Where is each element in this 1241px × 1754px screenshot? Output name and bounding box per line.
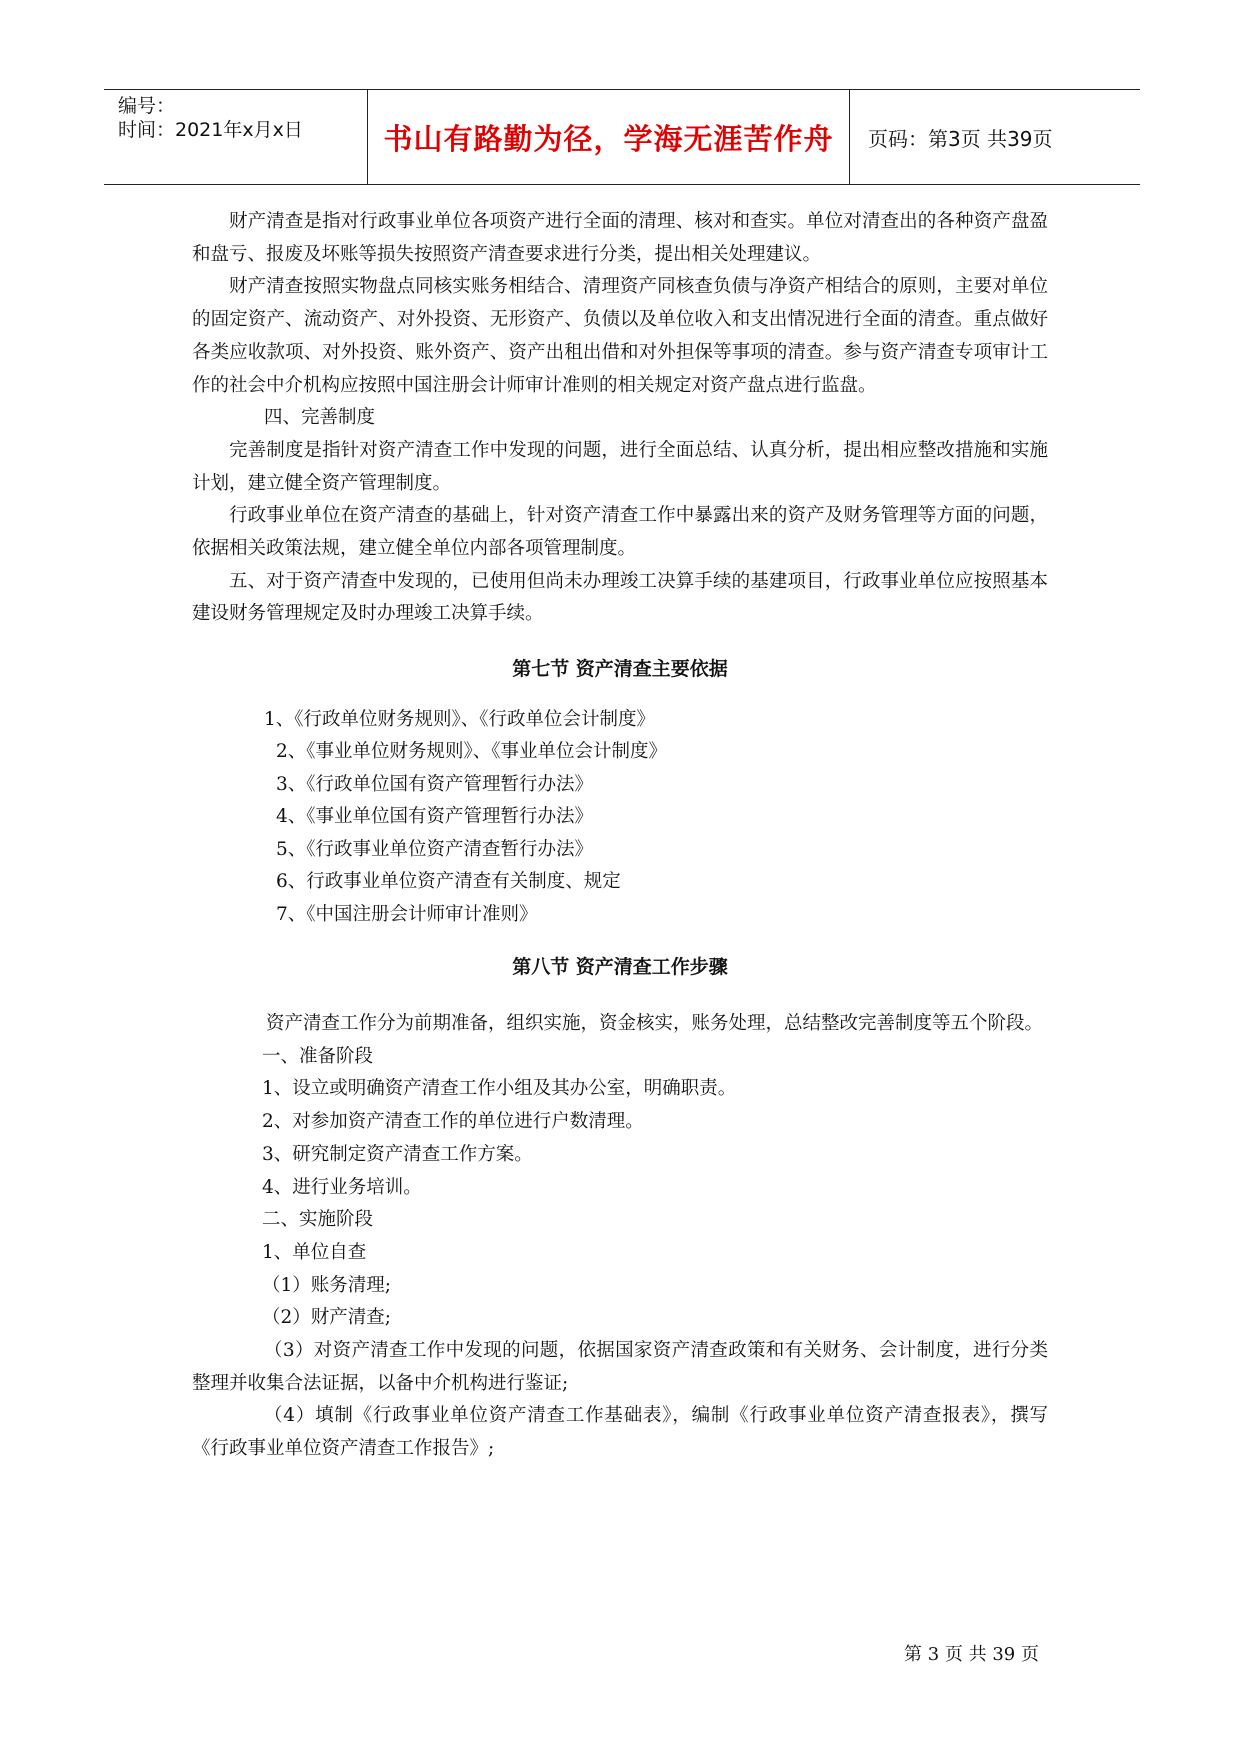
paragraph: 五、对于资产清查中发现的，已使用但尚未办理竣工决算手续的基建项目，行政事业单位应按照基本建设财务管理规定及时办理竣工决算手续。 [192, 570, 1048, 625]
page-info-cell [850, 90, 1140, 184]
list-item: 3、《行政单位国有资产管理暂行办法》 [276, 773, 594, 795]
paragraph: 行政事业单位在资产清查的基础上，针对资产清查工作中暴露出来的资产及财务管理等方面的问题，依据相关政策法规，建立健全单位内部各项管理制度。 [192, 505, 1048, 560]
header-motto: 书山有路勤为径，学海无涯苦作舟 [383, 121, 834, 156]
number-label: 编号： [118, 95, 176, 117]
list-item: 4、《事业单位国有资产管理暂行办法》 [276, 806, 594, 828]
section-title: 第七节 资产清查主要依据 [512, 658, 728, 681]
list-item: 2、《事业单位财务规则》、《事业单位会计制度》 [276, 741, 668, 763]
subheading: 四、完善制度 [264, 407, 376, 429]
step-line: 4、进行业务培训。 [262, 1176, 422, 1198]
list-item: 5、《行政事业单位资产清查暂行办法》 [276, 838, 594, 860]
document-header [104, 89, 1140, 185]
step-line: 2、对参加资产清查工作的单位进行户数清理。 [262, 1111, 644, 1133]
paragraph: 完善制度是指针对资产清查工作中发现的问题，进行全面总结、认真分析，提出相应整改措施和实施计划，建立健全资产管理制度。 [192, 439, 1048, 494]
header-page-info: 页码：第3页 共39页 [868, 126, 1053, 151]
header-meta-cell [104, 90, 366, 184]
paragraph: （3）对资产清查工作中发现的问题，依据国家资产清查政策和有关财务、会计制度，进行分类整理并收集合法证据，以备中介机构进行鉴证; [192, 1340, 1048, 1394]
step-line: 一、准备阶段 [262, 1045, 374, 1067]
list-item: 6、行政事业单位资产清查有关制度、规定 [276, 871, 621, 893]
paragraph: （4）填制《行政事业单位资产清查工作基础表》，编制《行政事业单位资产清查报表》，撰写《行政事业单位资产清查工作报告》; [192, 1405, 1048, 1460]
paragraph: 财产清查是指对行政事业单位各项资产进行全面的清理、核对和查实。单位对清查出的各种资产盘盈和盘亏、报废及坏账等损失按照资产清查要求进行分类，提出相关处理建议。 [192, 211, 1048, 265]
step-line: 二、实施阶段 [262, 1209, 374, 1231]
step-line: 1、设立或明确资产清查工作小组及其办公室，明确职责。 [262, 1078, 737, 1100]
step-line: 3、研究制定资产清查工作方案。 [262, 1143, 533, 1165]
motto-cell [367, 90, 850, 184]
time-label: 时间：2021年x月x日 [118, 119, 303, 141]
section-title: 第八节 资产清查工作步骤 [512, 956, 728, 979]
paragraph: 财产清查按照实物盘点同核实账务相结合、清理资产同核查负债与净资产相结合的原则，主要对单位的固定资产、流动资产、对外投资、无形资产、负债以及单位收入和支出情况进行全面的清查。重点做好各类应收款项、对外投资、账外资产、资产出租出借和对外担保等事项的清查。参与资产清查专项审计工作的社会中介机构应按照中国注册会计师审计准则的相关规定对资产盘点进行监盘。 [192, 276, 1048, 396]
step-line: （2）财产清查; [262, 1307, 392, 1329]
step-line: 1、单位自查 [262, 1241, 367, 1263]
basis-list [192, 704, 1048, 932]
list-item: 1、《行政单位财务规则》、《行政单位会计制度》 [264, 708, 656, 730]
step-line: （1）账务清理; [262, 1274, 392, 1296]
list-item: 7、《中国注册会计师审计准则》 [276, 903, 538, 925]
paragraph: 资产清查工作分为前期准备，组织实施，资金核实，账务处理，总结整改完善制度等五个阶段。 [266, 1013, 1044, 1035]
document-body [192, 206, 1048, 1466]
page-footer: 第 3 页 共 39 页 [904, 1644, 1039, 1665]
